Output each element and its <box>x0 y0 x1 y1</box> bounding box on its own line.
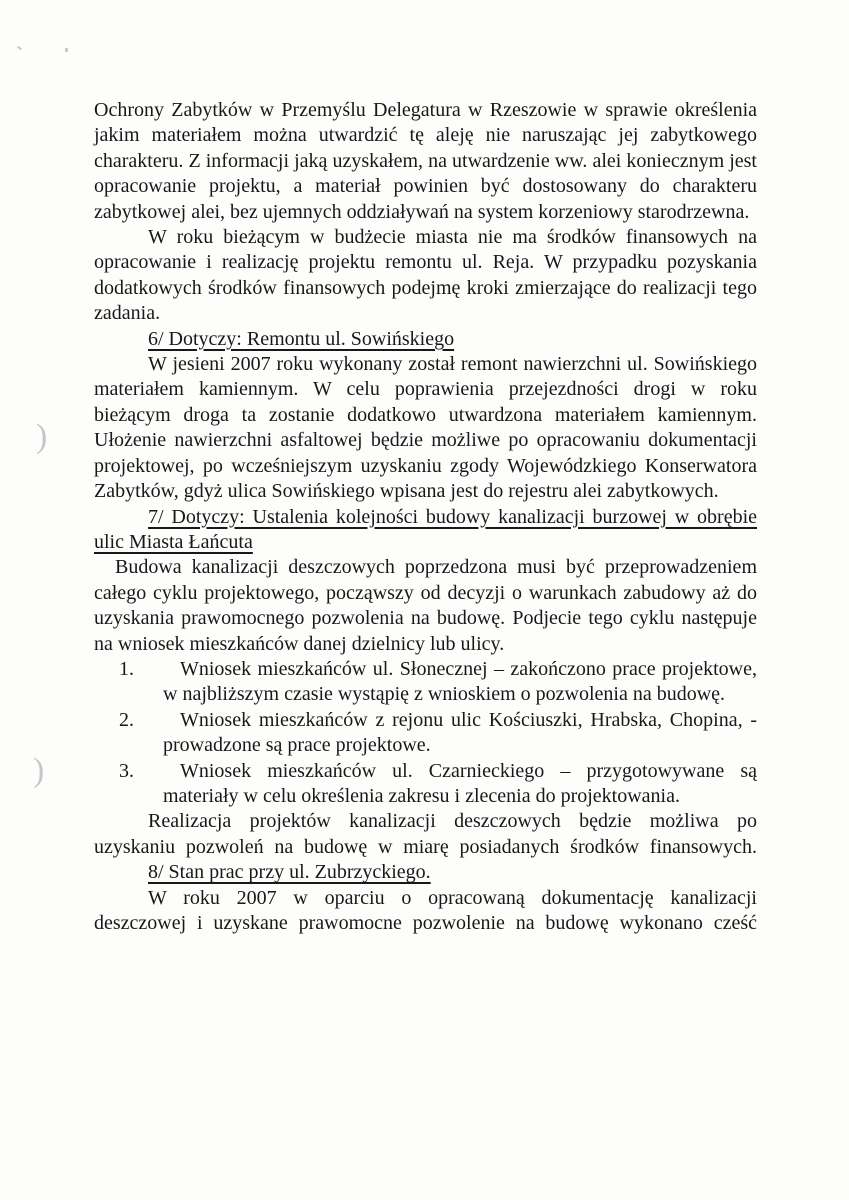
heading-6-remont-sowinskiego: 6/ Dotyczy: Remontu ul. Sowińskiego <box>148 327 455 350</box>
list-item-number: 3. <box>119 759 134 782</box>
list-item-number: 2. <box>119 708 134 731</box>
scan-margin-mark: ) <box>36 418 48 455</box>
paragraph-budzet-miasta: W roku bieżącym w budżecie miasta nie ma środków finansowych na opracowanie i realizację projektu remontu ul. Reja. W przypadku pozyskania dodatkowych środków finansowych podejmę kroki zmierzające do realizacji tego zadania. <box>94 226 757 325</box>
heading-8-zubrzyckiego: 8/ Stan prac przy ul. Zubrzyckiego. <box>148 861 431 884</box>
scan-speck <box>17 46 22 51</box>
paragraph-realizacja-projektow: Realizacja projektów kanalizacji deszczowych będzie możliwa po uzyskaniu pozwoleń na budowę w miarę posiadanych środków finansowych. <box>94 810 757 858</box>
paragraph-budowa-kanalizacji: Budowa kanalizacji deszczowych poprzedzona musi być przeprowadzeniem całego cyklu projektowego, począwszy od decyzji o warunkach zabudowy aż do uzyskania prawomocnego pozwolenia na budowę. Podjecie tego cyklu następuje na wniosek mieszkańców danej dzielnicy lub ulicy. <box>94 556 757 655</box>
scan-speck <box>65 48 68 52</box>
list-item-czarnieckiego <box>94 759 757 810</box>
document-body <box>94 98 757 936</box>
scan-margin-mark: ) <box>33 752 45 789</box>
list-item-kosciuszki <box>94 708 757 759</box>
list-item-text: Wniosek mieszkańców ul. Słonecznej – zakończono prace projektowe, w najbliższym czasie wystąpię z wnioskiem o pozwolenia na budowę. <box>163 657 757 706</box>
numbered-list <box>94 657 757 809</box>
paragraph-remont-sowinskiego: W jesieni 2007 roku wykonany został remont nawierzchni ul. Sowińskiego materiałem kamiennym. W celu poprawienia przejezdności drogi w roku bieżącym droga ta zostanie dodatkowo utwardzona materiałem kamiennym. Ułożenie nawierzchni asfaltowej będzie możliwe po opracowaniu dokumentacji projektowej, po wcześniejszym uzyskaniu zgody Wojewódzkiego Konserwatora Zabytków, gdyż ulica Sowińskiego wpisana jest do rejestru alei zabytkowych. <box>94 353 757 503</box>
list-item-sloneczna <box>94 657 757 708</box>
list-item-text: Wniosek mieszkańców ul. Czarnieckiego – przygotowywane są materiały w celu określenia zakresu i zlecenia do projektowania. <box>163 759 757 807</box>
list-item-number: 1. <box>119 657 134 680</box>
list-item-text: Wniosek mieszkańców z rejonu ulic Kościuszki, Hrabska, Chopina, - prowadzone są prace projektowe. <box>163 708 757 757</box>
heading-7-kanalizacja-burzowa: 7/ Dotyczy: Ustalenia kolejności budowy kanalizacji burzowej w obrębie ulic Miasta Łańcuta <box>94 505 757 553</box>
paragraph-ochrony-zabytkow: Ochrony Zabytków w Przemyślu Delegatura w Rzeszowie w sprawie określenia jakim materiałem można utwardzić tę aleję nie naruszając jej zabytkowego charakteru. Z informacji jaką uzyskałem, na utwardzenie ww. alei koniecznym jest opracowanie projektu, a materiał powinien być dostosowany do charakteru zabytkowej alei, bez ujemnych oddziaływań na system korzeniowy starodrzewna. <box>94 99 757 223</box>
paragraph-rok-2007: W roku 2007 w oparciu o opracowaną dokumentację kanalizacji deszczowej i uzyskane prawomocne pozwolenie na budowę wykonano cześć <box>94 886 757 934</box>
